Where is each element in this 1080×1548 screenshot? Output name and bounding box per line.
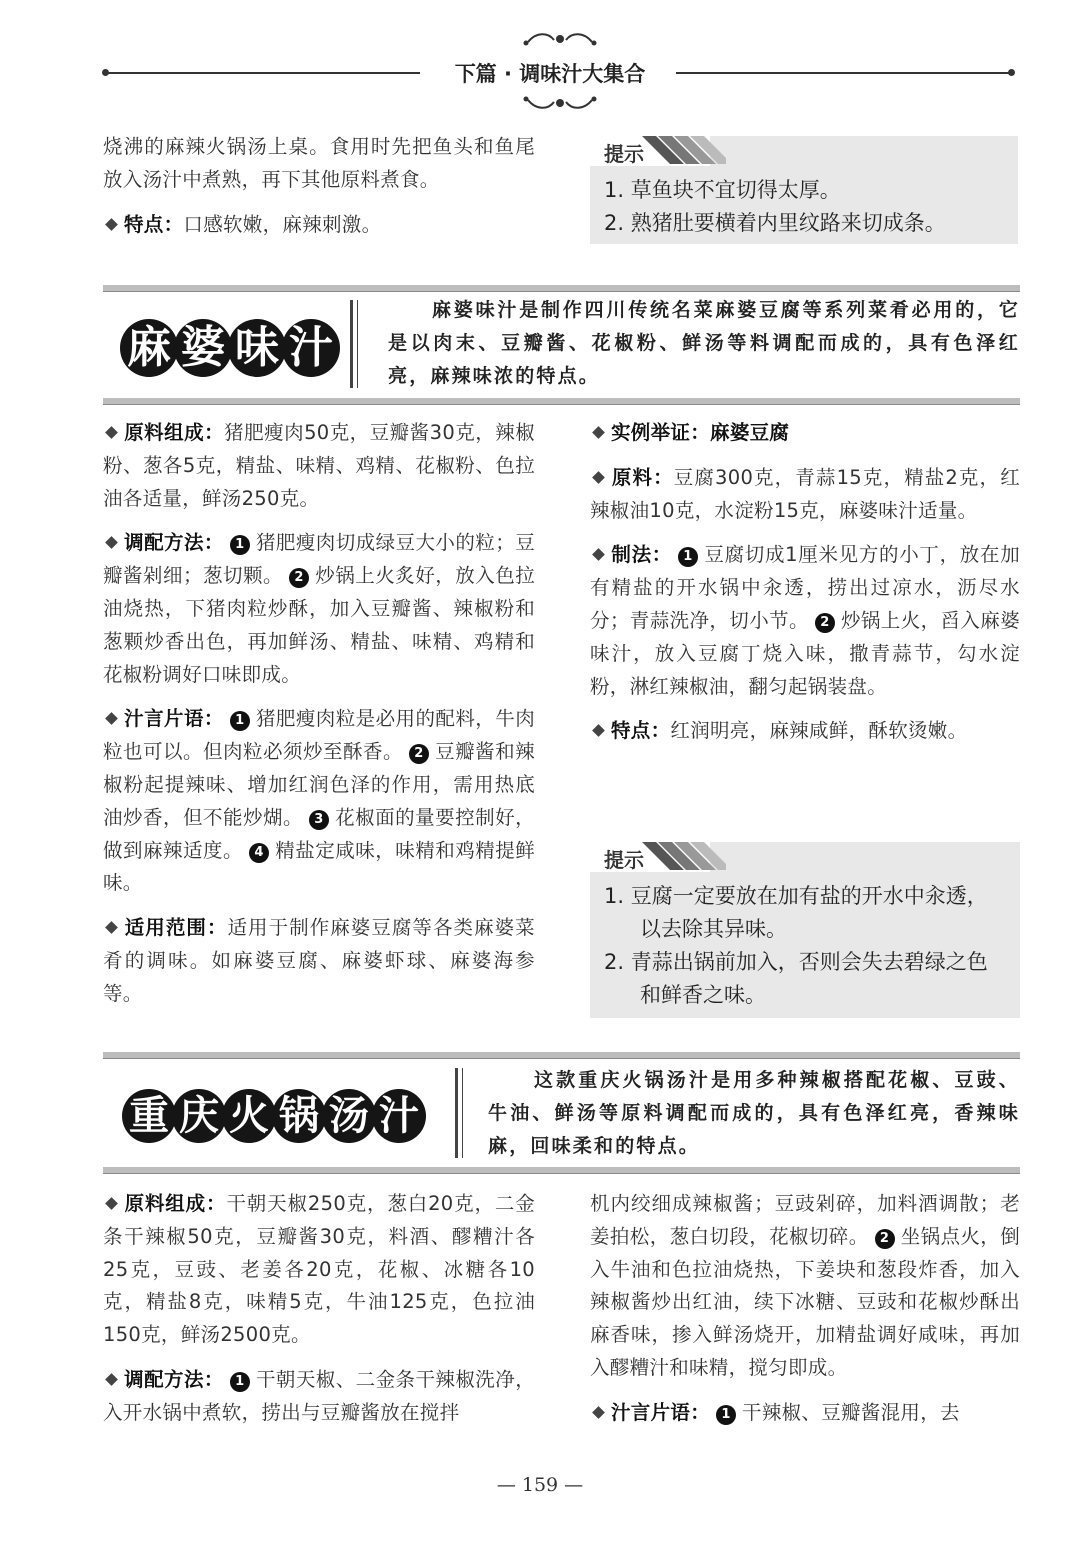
diamond-bullet-icon	[592, 1406, 605, 1419]
example-dish-name: 麻婆豆腐	[710, 421, 790, 444]
tip-box-top	[590, 136, 1018, 244]
step-number-icon: 1	[678, 547, 698, 567]
example-ingredients-text: 豆腐300克，青蒜15克，精盐2克，红辣椒油10克，水淀粉15克，麻婆味汁适量。	[590, 465, 1020, 522]
title-char: 麻	[120, 319, 178, 377]
tip-stripes-icon	[642, 842, 726, 870]
step-number-icon: 1	[230, 535, 250, 555]
method-step-1: 猪肥瘦肉切成绿豆大小的粒；豆瓣酱剁细；葱切颗。	[103, 531, 535, 588]
tip-item: 2. 青蒜出锅前加入，否则会失去碧绿之色和鲜香之味。	[604, 950, 988, 1007]
ingredients-label: 原料组成：	[124, 1192, 227, 1215]
example-method-step-2: 炒锅上火，舀入麻婆味汁，放入豆腐丁烧入味，撒青蒜节，勾水淀粉，淋红辣椒油，翻匀起锅装盘。	[590, 608, 1020, 698]
example-ingredients-label: 原料：	[611, 465, 674, 489]
method-paragraph	[103, 1364, 535, 1430]
section-rule	[103, 1167, 1020, 1174]
example-feature-text: 红润明亮，麻辣咸鲜，酥软烫嫩。	[670, 719, 968, 743]
feature-label: 特点：	[124, 212, 184, 236]
header-rule-right	[676, 72, 1010, 74]
page-number: — 159 —	[496, 1474, 584, 1496]
step-number-icon: 4	[249, 843, 269, 863]
diamond-bullet-icon	[105, 537, 118, 550]
diamond-bullet-icon	[105, 921, 118, 934]
tip-box-mapo	[590, 842, 1020, 1018]
tip-item: 2. 熟猪肚要横着内里纹路来切成条。	[604, 211, 946, 235]
section-rule	[103, 398, 1020, 405]
title-char: 汤	[322, 1089, 376, 1143]
mapo-left-column	[103, 417, 535, 1023]
tip-stripes-icon	[642, 136, 726, 164]
section-rule	[103, 285, 1020, 292]
scope-label: 适用范围：	[124, 916, 228, 940]
diamond-bullet-icon	[105, 713, 118, 726]
chongqing-title	[122, 1084, 426, 1148]
example-method-label: 制法：	[611, 543, 672, 567]
step-number-icon: 1	[230, 711, 250, 731]
notes-label: 汁言片语：	[611, 1400, 711, 1424]
title-char: 重	[122, 1089, 176, 1143]
notes-paragraph	[590, 1397, 1020, 1430]
diamond-bullet-icon	[105, 1197, 118, 1210]
method-step-1: 干朝天椒、二金条干辣椒洗净，入开水锅中煮软，捞出与豆瓣酱放在搅拌	[103, 1367, 535, 1424]
ornament-bottom	[522, 92, 598, 112]
mapo-right-column	[590, 417, 1020, 760]
feature-text: 口感软嫩，麻辣刺激。	[183, 212, 382, 236]
chongqing-right-column	[590, 1188, 1020, 1442]
title-char: 味	[228, 319, 286, 377]
example-method-step-1: 豆腐切成1厘米见方的小丁，放在加有精盐的开水锅中汆透，捞出过凉水，沥尽水分；青蒜洗净，切小节。	[590, 543, 1020, 632]
example-heading	[590, 417, 1020, 450]
header-rule-left	[108, 72, 444, 74]
method-label: 调配方法：	[124, 1367, 224, 1391]
note-4: 精盐定咸味，味精和鸡精提鲜味。	[103, 838, 535, 895]
banner-divider	[462, 1068, 463, 1158]
ornament-top	[522, 30, 598, 50]
tip-title: 提示	[604, 848, 644, 872]
title-char: 火	[222, 1089, 276, 1143]
scope-text: 适用于制作麻婆豆腐等各类麻婆菜肴的调味。如麻婆豆腐、麻婆虾球、麻婆海参等。	[103, 916, 535, 1005]
method-paragraph	[103, 527, 535, 691]
diamond-bullet-icon	[105, 426, 118, 439]
banner-divider	[455, 1068, 458, 1158]
tip-list	[604, 880, 1008, 1012]
top-left-column	[103, 131, 535, 253]
example-ingredients	[590, 462, 1020, 528]
note-3: 花椒面的量要控制好，做到麻辣适度。	[103, 805, 535, 862]
tip-title: 提示	[604, 142, 644, 166]
method-paragraph-continued	[590, 1188, 1020, 1385]
continued-paragraph: 烧沸的麻辣火锅汤上桌。食用时先把鱼头和鱼尾放入汤汁中煮熟，再下其他原料煮食。	[103, 135, 535, 191]
note-1: 猪肥瘦肉粒是必用的配料，牛肉粒也可以。但肉粒必须炒至酥香。	[103, 707, 535, 764]
header-dot-right	[1008, 69, 1015, 76]
ingredients-label: 原料组成：	[124, 421, 225, 444]
notes-paragraph	[103, 703, 535, 900]
scope-paragraph	[103, 912, 535, 1010]
ingredients-text: 干朝天椒250克，葱白20克，二金条干辣椒50克，豆瓣酱30克，料酒、醪糟汁各25克，豆豉、老姜各20克，花椒、冰糖各10克，精盐8克，味精5克，牛油125克，色拉油150克，鲜汤2500克。	[103, 1192, 535, 1347]
diamond-bullet-icon	[592, 549, 605, 562]
step-number-icon: 2	[875, 1229, 895, 1249]
step-number-icon: 2	[289, 568, 309, 588]
example-feature-label: 特点：	[611, 719, 671, 743]
banner-divider	[357, 300, 358, 388]
diamond-bullet-icon	[592, 725, 605, 738]
mapo-title	[120, 316, 340, 380]
method-step-2: 炒锅上火炙好，放入色拉油烧热，下猪肉粒炒酥，加入豆瓣酱、辣椒粉和葱颗炒香出色，再加鲜汤、精盐、味精、鸡精和花椒粉调好口味即成。	[103, 564, 535, 686]
tip-list	[604, 174, 1006, 240]
chongqing-left-column	[103, 1188, 535, 1442]
section-rule	[103, 1052, 1020, 1059]
method-step-2: 坐锅点火，倒入牛油和色拉油烧热，下姜块和葱段炸香，加入辣椒酱炒出红油，续下冰糖、豆豉和花椒炒酥出麻香味，掺入鲜汤烧开，加精盐调好咸味，再加入醪糟汁和味精，搅匀即成。	[590, 1224, 1020, 1379]
tip-item: 1. 草鱼块不宜切得太厚。	[604, 178, 841, 202]
running-header: 下篇 · 调味汁大集合	[420, 58, 680, 88]
example-label: 实例举证：	[611, 421, 711, 444]
chongqing-intro: 这款重庆火锅汤汁是用多种辣椒搭配花椒、豆豉、牛油、鲜汤等原料调配而成的，具有色泽红亮，香辣味麻，回味柔和的特点。	[488, 1069, 1020, 1157]
ingredients-paragraph	[103, 1188, 535, 1352]
method-step-1-continued: 机内绞细成辣椒酱；豆豉剁碎，加料酒调散；老姜拍松，葱白切段，花椒切碎。	[590, 1192, 1020, 1248]
step-number-icon: 3	[309, 810, 329, 830]
step-number-icon: 2	[815, 613, 835, 633]
diamond-bullet-icon	[592, 426, 605, 439]
step-number-icon: 1	[230, 1372, 250, 1392]
title-char: 婆	[174, 319, 232, 377]
diamond-bullet-icon	[592, 471, 605, 484]
example-feature	[590, 715, 1020, 748]
method-label: 调配方法：	[124, 531, 224, 555]
feature-line	[103, 209, 535, 242]
title-char: 锅	[272, 1089, 326, 1143]
banner-divider	[350, 300, 353, 388]
mapo-intro: 麻婆味汁是制作四川传统名菜麻婆豆腐等系列菜肴必用的，它是以肉末、豆瓣酱、花椒粉、鲜汤等料调配而成的，具有色泽红亮，麻辣味浓的特点。	[388, 299, 1020, 387]
notes-label: 汁言片语：	[124, 707, 224, 731]
ingredients-text: 猪肥瘦肉50克，豆瓣酱30克，辣椒粉、葱各5克，精盐、味精、鸡精、花椒粉、色拉油各适量，鲜汤250克。	[103, 421, 535, 510]
ingredients-paragraph	[103, 417, 535, 515]
step-number-icon: 1	[716, 1405, 736, 1425]
note-1: 干辣椒、豆瓣酱混用，去	[742, 1400, 960, 1424]
example-method	[590, 539, 1020, 703]
diamond-bullet-icon	[105, 218, 118, 231]
title-char: 汁	[282, 319, 340, 377]
title-char: 汁	[372, 1089, 426, 1143]
tip-item: 1. 豆腐一定要放在加有盐的开水中汆透，以去除其异味。	[604, 884, 988, 941]
note-2: 豆瓣酱和辣椒粉起提辣味、增加红润色泽的作用，需用热底油炒香，但不能炒煳。	[103, 740, 535, 829]
title-char: 庆	[172, 1089, 226, 1143]
diamond-bullet-icon	[105, 1373, 118, 1386]
step-number-icon: 2	[409, 744, 429, 764]
